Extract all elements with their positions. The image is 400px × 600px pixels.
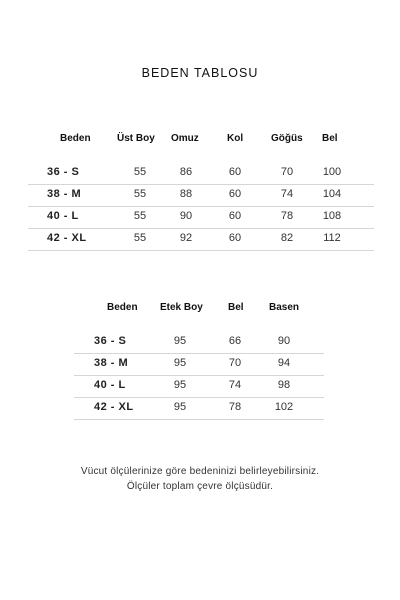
size-label: 40 - L bbox=[47, 210, 79, 222]
cell-bel: 70 bbox=[228, 357, 242, 369]
cell-ust-boy: 55 bbox=[133, 210, 147, 222]
cell-basen: 98 bbox=[277, 379, 291, 391]
size-table-bottom bbox=[74, 302, 324, 422]
cell-ust-boy: 55 bbox=[133, 166, 147, 178]
size-label: 36 - S bbox=[94, 335, 127, 347]
cell-basen: 102 bbox=[274, 401, 294, 413]
cell-etek-boy: 95 bbox=[173, 357, 187, 369]
size-label: 36 - S bbox=[47, 166, 80, 178]
cell-bel: 74 bbox=[228, 379, 242, 391]
cell-gogus: 82 bbox=[280, 232, 294, 244]
cell-basen: 90 bbox=[277, 335, 291, 347]
size-label: 40 - L bbox=[94, 379, 126, 391]
cell-kol: 60 bbox=[228, 232, 242, 244]
table-row bbox=[28, 228, 374, 251]
cell-gogus: 70 bbox=[280, 166, 294, 178]
size-table-top bbox=[28, 133, 374, 253]
table-row bbox=[74, 353, 324, 376]
table-row bbox=[74, 375, 324, 398]
column-header-gogus: Göğüs bbox=[271, 133, 303, 144]
column-header-omuz: Omuz bbox=[171, 133, 199, 144]
column-header-kol: Kol bbox=[227, 133, 244, 144]
column-header-etek-boy: Etek Boy bbox=[160, 302, 203, 313]
page-title: BEDEN TABLOSU bbox=[141, 66, 259, 80]
cell-omuz: 90 bbox=[179, 210, 193, 222]
column-header-bel: Bel bbox=[322, 133, 338, 144]
cell-omuz: 92 bbox=[179, 232, 193, 244]
size-label: 42 - XL bbox=[94, 401, 134, 413]
note-line-2: Ölçüler toplam çevre ölçüsüdür. bbox=[126, 481, 274, 492]
cell-kol: 60 bbox=[228, 188, 242, 200]
cell-bel: 104 bbox=[322, 188, 342, 200]
table-row bbox=[28, 162, 374, 185]
cell-etek-boy: 95 bbox=[173, 379, 187, 391]
cell-basen: 94 bbox=[277, 357, 291, 369]
cell-gogus: 78 bbox=[280, 210, 294, 222]
cell-bel: 66 bbox=[228, 335, 242, 347]
cell-kol: 60 bbox=[228, 166, 242, 178]
cell-bel: 112 bbox=[323, 232, 341, 244]
cell-omuz: 86 bbox=[179, 166, 193, 178]
column-header-beden: Beden bbox=[107, 302, 138, 313]
column-header-beden: Beden bbox=[60, 133, 91, 144]
table-row bbox=[28, 184, 374, 207]
table-row bbox=[74, 331, 324, 354]
cell-omuz: 88 bbox=[179, 188, 193, 200]
cell-bel: 108 bbox=[322, 210, 342, 222]
cell-kol: 60 bbox=[228, 210, 242, 222]
cell-etek-boy: 95 bbox=[173, 335, 187, 347]
cell-etek-boy: 95 bbox=[173, 401, 187, 413]
column-header-ust-boy: Üst Boy bbox=[117, 133, 155, 144]
size-label: 38 - M bbox=[94, 357, 129, 369]
size-label: 42 - XL bbox=[47, 232, 87, 244]
cell-ust-boy: 55 bbox=[133, 188, 147, 200]
note-line-1: Vücut ölçülerinize göre bedeninizi belirleyebilirsiniz. bbox=[80, 466, 320, 477]
column-header-basen: Basen bbox=[269, 302, 300, 313]
table-row bbox=[74, 397, 324, 420]
table-row bbox=[28, 206, 374, 229]
column-header-bel: Bel bbox=[228, 302, 244, 313]
cell-gogus: 74 bbox=[280, 188, 294, 200]
cell-ust-boy: 55 bbox=[133, 232, 147, 244]
cell-bel: 78 bbox=[228, 401, 242, 413]
size-label: 38 - M bbox=[47, 188, 82, 200]
cell-bel: 100 bbox=[322, 166, 342, 178]
